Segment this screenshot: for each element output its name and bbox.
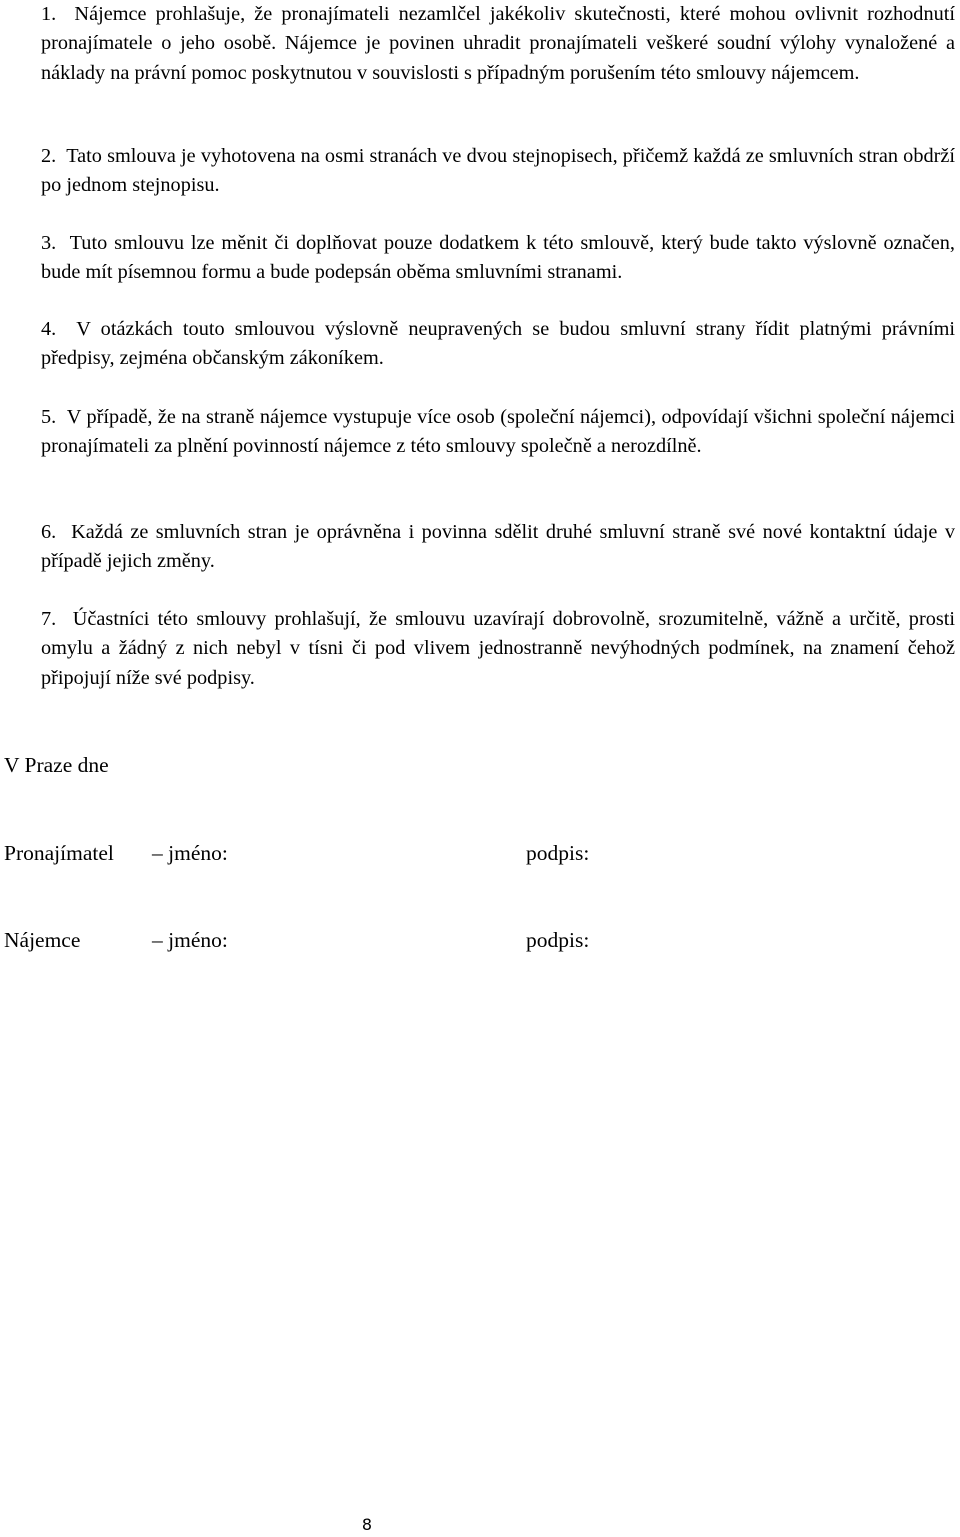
signature-name-label: – jméno:	[152, 928, 228, 952]
clause-text: Tuto smlouvu lze měnit či doplňovat pouze dodatkem k této smlouvě, který bude takto výslovně označen, bude mít písemnou formu a bude podepsán oběma smluvními stranami.	[41, 232, 955, 284]
signature-sign-label: podpis:	[526, 928, 590, 952]
clause-number: 4.	[41, 318, 57, 340]
clause-number: 6.	[41, 521, 57, 543]
clause-number: 7.	[41, 608, 57, 630]
clause-text: Nájemce prohlašuje, že pronajímateli nezamlčel jakékoliv skutečnosti, které mohou ovlivnit rozhodnutí pronajímatele o jeho osobě. Nájemce je povinen uhradit pronajímateli veškeré soudní výlohy vynaložené a náklady na právní pomoc poskytnutou v souvislosti s případným porušením této smlouvy nájemcem.	[41, 3, 955, 84]
place-and-date: V Praze dne	[4, 753, 109, 777]
clause-text: Každá ze smluvních stran je oprávněna i povinna sdělit druhé smluvní straně své nové kontaktní údaje v případě jejich změny.	[41, 521, 956, 573]
clause-number: 1.	[41, 3, 57, 25]
signature-row-tenant	[4, 925, 904, 955]
signature-sign-label: podpis:	[526, 841, 590, 865]
clause-5	[41, 403, 955, 462]
clause-number: 2.	[41, 145, 57, 167]
signature-row-landlord	[4, 838, 904, 868]
clause-3	[41, 229, 955, 288]
signature-role: Nájemce	[4, 928, 81, 952]
clause-number: 5.	[41, 406, 57, 428]
signature-role: Pronajímatel	[4, 841, 114, 865]
clause-text: Účastníci této smlouvy prohlašují, že smlouvu uzavírají dobrovolně, srozumitelně, vážně a určitě, prosti omylu a žádný z nich nebyl v tísni či pod vlivem jednostranně nevýhodných podmínek, na znamení čehož připojují níže své podpisy.	[41, 608, 956, 689]
clause-7	[41, 605, 955, 693]
clause-2	[41, 142, 955, 201]
clause-number: 3.	[41, 232, 57, 254]
page-number: 8	[361, 1515, 373, 1534]
clause-1	[41, 0, 955, 88]
clause-text: V otázkách touto smlouvou výslovně neupravených se budou smluvní strany řídit platnými právními předpisy, zejména občanským zákoníkem.	[41, 318, 955, 370]
clause-text: Tato smlouva je vyhotovena na osmi stranách ve dvou stejnopisech, přičemž každá ze smluvních stran obdrží po jednom stejnopisu.	[41, 145, 955, 197]
clause-4	[41, 315, 955, 374]
clause-text: V případě, že na straně nájemce vystupuje více osob (společní nájemci), odpovídají všichni společní nájemci pronajímateli za plnění povinností nájemce z této smlouvy společně a nerozdílně.	[41, 406, 955, 458]
signature-name-label: – jméno:	[152, 841, 228, 865]
clause-6	[41, 518, 955, 577]
